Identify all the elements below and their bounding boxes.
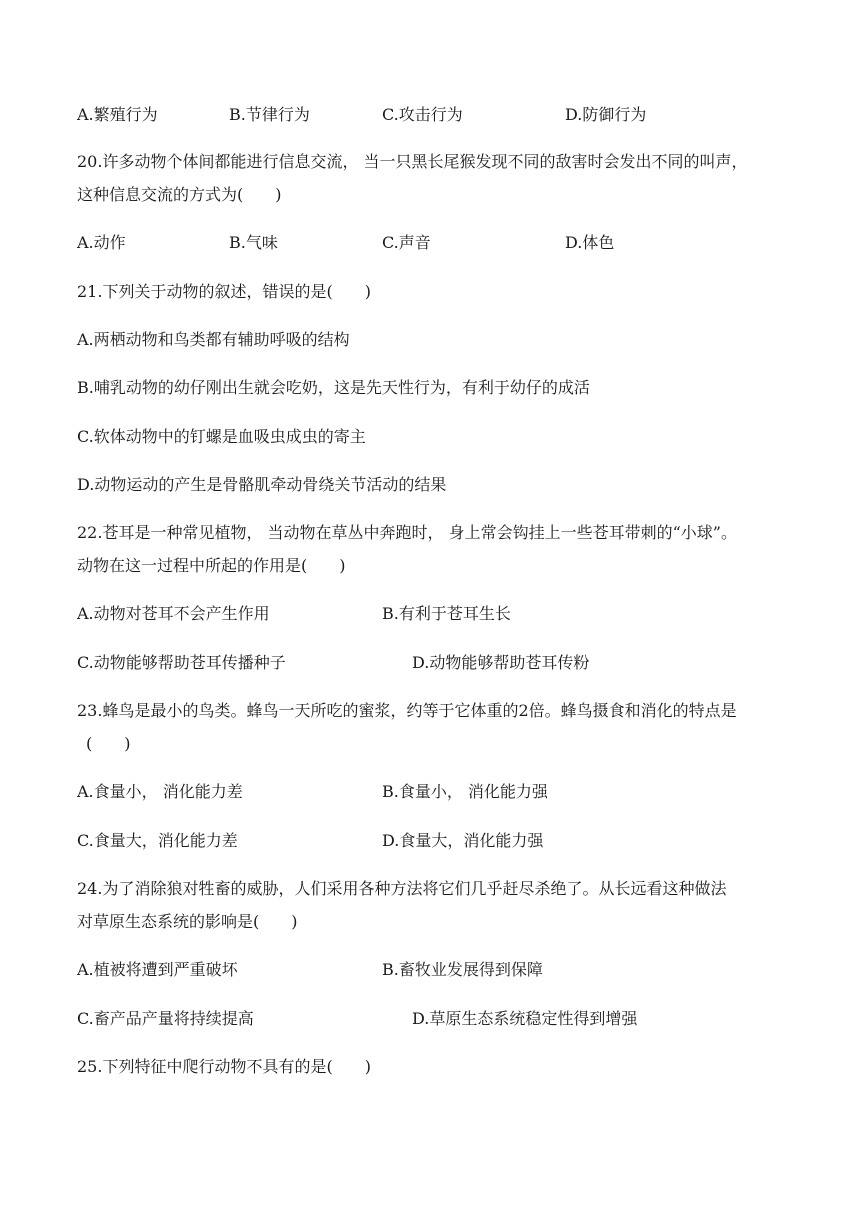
q20-stem-line2: 这种信息交流的方式为( )	[77, 185, 282, 204]
q21-stem: 21.下列关于动物的叙述，错误的是( )	[77, 282, 371, 301]
q24-option-c: C.畜产品产量将持续提高	[77, 1009, 254, 1028]
q23-option-b: B.食量小， 消化能力强	[382, 782, 548, 801]
q19-option-a: A.繁殖行为	[77, 105, 158, 124]
q22-option-c: C.动物能够帮助苍耳传播种子	[77, 653, 286, 672]
q23-stem-line1: 23.蜂鸟是最小的鸟类。蜂鸟一天所吃的蜜浆，约等于它体重的2倍。蜂鸟摄食和消化的特点是	[77, 701, 737, 720]
q21-option-d: D.动物运动的产生是骨骼肌牵动骨绕关节活动的结果	[77, 475, 447, 494]
q23-option-a: A.食量小， 消化能力差	[77, 782, 243, 801]
q24-option-a: A.植被将遭到严重破坏	[77, 960, 238, 979]
q24-option-d: D.草原生态系统稳定性得到增强	[412, 1009, 638, 1028]
q22-option-b: B.有利于苍耳生长	[382, 604, 511, 623]
q20-option-d: D.体色	[565, 233, 615, 252]
q23-option-d: D.食量大，消化能力强	[382, 831, 544, 850]
q22-stem-line1: 22.苍耳是一种常见植物， 当动物在草丛中奔跑时， 身上常会钩挂上一些苍耳带刺的“小球”。	[77, 523, 737, 542]
q21-option-c: C.软体动物中的钉螺是血吸虫成虫的寄主	[77, 427, 366, 446]
q24-stem-line1: 24.为了消除狼对牲畜的威胁，人们采用各种方法将它们几乎赶尽杀绝了。从长远看这种做法	[77, 879, 727, 898]
q21-option-b: B.哺乳动物的幼仔刚出生就会吃奶，这是先天性行为，有利于幼仔的成活	[77, 378, 590, 397]
q23-option-c: C.食量大，消化能力差	[77, 831, 238, 850]
q20-option-a: A.动作	[77, 233, 126, 252]
q19-option-c: C.攻击行为	[382, 105, 463, 124]
q22-stem-line2: 动物在这一过程中所起的作用是( )	[77, 556, 346, 575]
q19-option-b: B.节律行为	[229, 105, 310, 124]
q22-option-a: A.动物对苍耳不会产生作用	[77, 604, 270, 623]
q19-option-d: D.防御行为	[565, 105, 647, 124]
q20-option-c: C.声音	[382, 233, 431, 252]
q22-option-d: D.动物能够帮助苍耳传粉	[412, 653, 590, 672]
q20-option-b: B.气味	[229, 233, 278, 252]
q20-stem-line1: 20.许多动物个体间都能进行信息交流， 当一只黑长尾猴发现不同的敌害时会发出不同的叫声，	[77, 152, 748, 171]
q24-option-b: B.畜牧业发展得到保障	[382, 960, 543, 979]
q24-stem-line2: 对草原生态系统的影响是( )	[77, 912, 298, 931]
q23-stem-line2: ( )	[86, 734, 131, 753]
q21-option-a: A.两栖动物和鸟类都有辅助呼吸的结构	[77, 330, 350, 349]
q25-stem: 25.下列特征中爬行动物不具有的是( )	[77, 1057, 371, 1076]
